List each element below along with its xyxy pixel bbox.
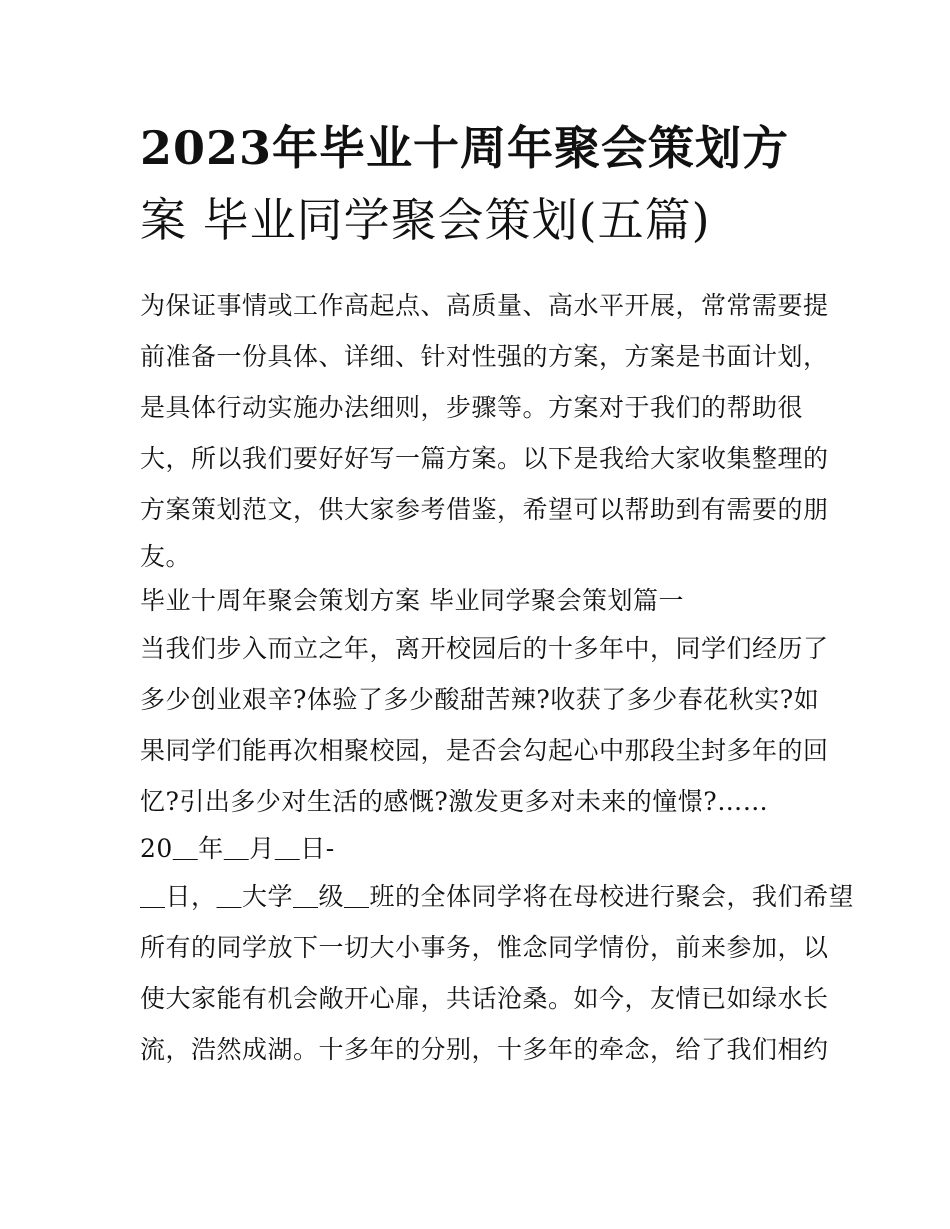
section-heading: 毕业十周年聚会策划方案 毕业同学聚会策划篇一 [140,586,684,615]
paragraph-line: 是具体行动实施办法细则，步骤等。方案对于我们的帮助很 [140,393,804,422]
paragraph-line: 前准备一份具体、详细、针对性强的方案，方案是书面计划， [140,342,829,371]
paragraph-line: 流，浩然成湖。十多年的分别，十多年的牵念，给了我们相约 [140,1035,829,1064]
date-line: 20＿年＿月＿日- [140,834,335,863]
paragraph-line: 所有的同学放下一切大小事务，惟念同学情份，前来参加，以 [140,933,829,962]
title-line-2: 案 毕业同学聚会策划(五篇) [140,193,711,247]
paragraph-line: 多少创业艰辛?体验了多少酸甜苦辣?收获了多少春花秋实?如 [140,685,820,714]
document-body [140,280,855,1075]
title-line-1: 2023年毕业十周年聚会策划方 [140,121,790,175]
document-title [140,112,830,256]
paragraph-line: 大，所以我们要好好写一篇方案。以下是我给大家收集整理的 [140,444,829,473]
paragraph-line: 忆?引出多少对生活的感慨?激发更多对未来的憧憬?…… [140,787,769,816]
paragraph-line: 果同学们能再次相聚校园，是否会勾起心中那段尘封多年的回 [140,736,829,765]
paragraph-line: 友。 [140,542,192,571]
paragraph-line: 为保证事情或工作高起点、高质量、高水平开展，常常需要提 [140,291,829,320]
paragraph-line: 当我们步入而立之年，离开校园后的十多年中，同学们经历了 [140,634,829,663]
paragraph-line: 方案策划范文，供大家参考借鉴，希望可以帮助到有需要的朋 [140,495,829,524]
paragraph-line: 使大家能有机会敞开心扉，共话沧桑。如今，友情已如绿水长 [140,984,829,1013]
paragraph-line: ＿日，＿大学＿级＿班的全体同学将在母校进行聚会，我们希望 [140,882,855,911]
